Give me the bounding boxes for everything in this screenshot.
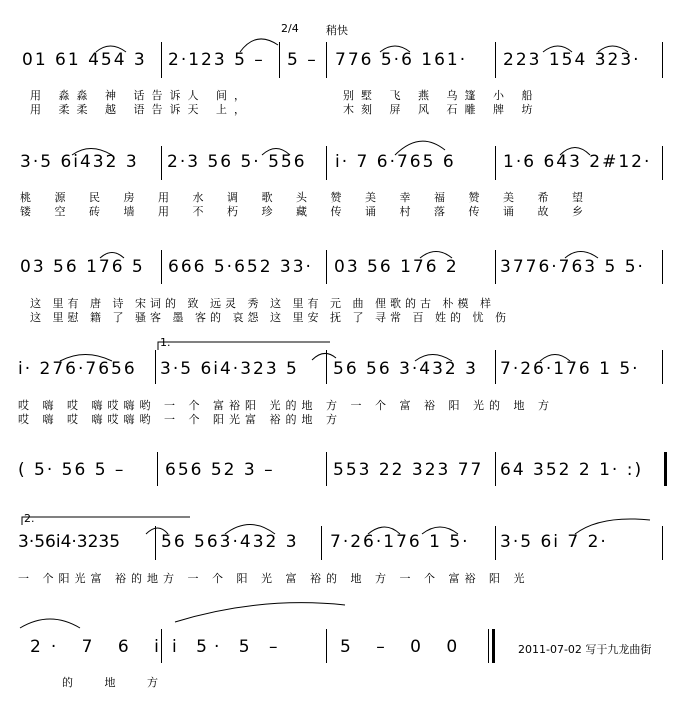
lyric-line: 这 里有 唐 诗 宋词的 致 远灵 秀 这 里有 元 曲 俚歌的古 朴模 样 bbox=[30, 297, 495, 310]
measure-notes: 3776·763 5 5· bbox=[500, 257, 645, 277]
lyric-line: 用 柔柔 越 语告诉天 上， bbox=[30, 103, 252, 116]
tempo-marking: 稍快 bbox=[326, 24, 348, 37]
measure-notes: 64 352 2 1· :) bbox=[500, 460, 644, 480]
volta-1: 1. bbox=[160, 336, 171, 349]
measure-notes: 3·5 6i4·323 5 bbox=[160, 359, 299, 379]
lyric-line: 木刻 屏 风 石雕 牌 坊 bbox=[343, 103, 540, 116]
lyric-line: 桃 源 民 房 用 水 调 歌 头 赞 美 幸 福 赞 美 希 望 bbox=[20, 191, 593, 204]
measure-notes: 03 56 176 2 bbox=[334, 257, 459, 277]
lyric-line: 别墅 飞 燕 乌篷 小 船 bbox=[343, 89, 540, 102]
measure-notes: 3·56i4·3235 bbox=[18, 532, 121, 552]
lyric-line: 镂 空 砖 墙 用 不 朽 珍 藏 传 诵 村 落 传 诵 故 乡 bbox=[20, 205, 593, 218]
lyric-line: 用 淼淼 神 话告诉人 间， bbox=[30, 89, 252, 102]
volta-2: 2. bbox=[24, 512, 35, 525]
measure-notes: 56 56 3·432 3 bbox=[333, 359, 478, 379]
lyric-line: 的 地 方 bbox=[62, 676, 172, 689]
measure-notes: 656 52 3 – bbox=[165, 460, 275, 480]
measure-notes: i· 276·7656 bbox=[18, 359, 137, 379]
lyric-line: 一 个阳光富 裕的地方 一 个 阳 光 富 裕的 地 方 一 个 富裕 阳 光 bbox=[18, 572, 530, 585]
time-signature: 2/4 bbox=[281, 22, 299, 35]
measure-notes: 2· 7 6 i bbox=[30, 637, 169, 657]
measure-notes: 5 – 0 0 bbox=[340, 637, 468, 657]
lyric-line: 这 里慰 籍 了 骚客 墨 客的 哀怨 这 里安 抚 了 寻常 百 姓的 忧 伤 bbox=[30, 311, 510, 324]
measure-notes: 56 563·432 3 bbox=[161, 532, 299, 552]
measure-notes: 7·26·176 1 5· bbox=[500, 359, 640, 379]
composition-note: 2011-07-02 写于九龙曲街 bbox=[518, 643, 652, 656]
measure-notes: i· 7 6·765 6 bbox=[335, 152, 456, 172]
measure-notes: i 5· 5 – bbox=[172, 637, 285, 657]
measure-notes: 776 5·6 161· bbox=[335, 50, 468, 70]
measure-notes: 2·123 5 – bbox=[168, 50, 265, 70]
measure-notes: 553 22 323 77 bbox=[333, 460, 484, 480]
measure-notes: 03 56 176 5 bbox=[20, 257, 145, 277]
measure-notes: 2·3 56 5· 556 bbox=[167, 152, 307, 172]
measure-notes: 7·26·176 1 5· bbox=[330, 532, 470, 552]
measure-notes: 3·5 6i432 3 bbox=[20, 152, 139, 172]
lyric-line: 哎 嗨 哎 嗨哎嗨哟 一 个 富裕阳 光的地 方 一 个 富 裕 阳 光的 地 方 bbox=[18, 399, 554, 412]
measure-notes: 01 61 454 3 bbox=[22, 50, 147, 70]
measure-notes: ( 5· 56 5 – bbox=[18, 460, 126, 480]
measure-notes: 1·6 643 2#12· bbox=[503, 152, 652, 172]
measure-notes: 3·5 6i 7 2· bbox=[500, 532, 608, 552]
measure-notes: 223 154 323· bbox=[503, 50, 641, 70]
measure-notes: 666 5·652 33· bbox=[168, 257, 313, 277]
lyric-line: 哎 嗨 哎 嗨哎嗨哟 一 个 阳光富 裕的地 方 bbox=[18, 413, 342, 426]
measure-notes: 5 – bbox=[287, 50, 318, 70]
